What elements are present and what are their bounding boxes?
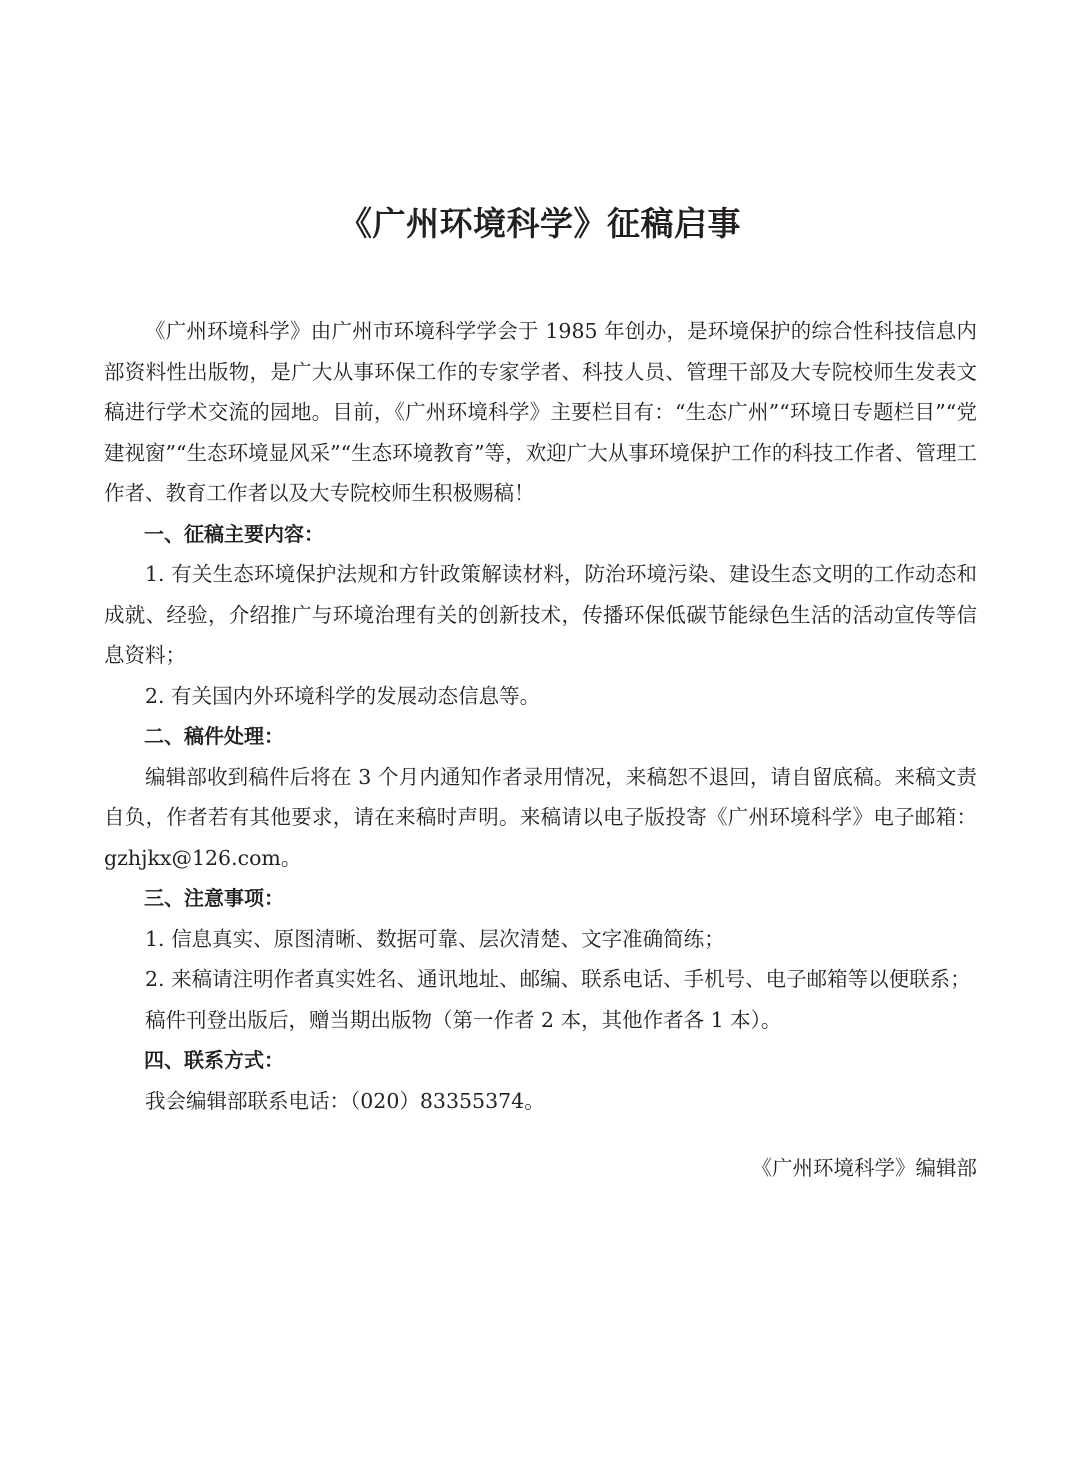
- notes-item-1: 1. 信息真实、原图清晰、数据可靠、层次清楚、文字准确简练；: [145, 926, 725, 951]
- section-heading-processing: 二、稿件处理：: [144, 724, 284, 748]
- document-body: [104, 311, 977, 1121]
- intro-paragraph: 《广州环境科学》由广州市环境科学学会于 1985 年创办，是环境保护的综合性科技信息内部资料性出版物，是广大从事环保工作的专家学者、科技人员、管理干部及大专院校师生发表文稿进行学术交流的园地。目前，《广州环境科学》主要栏目有：“生态广州”“环境日专题栏目”“党建视窗”“生态环境显风采”“生态环境教育”等，欢迎广大从事环境保护工作的科技工作者、管理工作者、教育工作者以及大专院校师生积极赐稿！: [104, 319, 977, 505]
- notes-item-3: 稿件刊登出版后，赠当期出版物（第一作者 2 本，其他作者各 1 本）。: [145, 1007, 782, 1032]
- content-item-2: 2. 有关国内外环境科学的发展动态信息等。: [145, 683, 541, 708]
- notes-item-2: 2. 来稿请注明作者真实姓名、通讯地址、邮编、联系电话、手机号、电子邮箱等以便联系；: [145, 967, 971, 991]
- section-heading-contact: 四、联系方式：: [144, 1048, 284, 1072]
- section-heading-notes: 三、注意事项：: [144, 886, 284, 910]
- signature: 《广州环境科学》编辑部: [751, 1156, 977, 1180]
- section-heading-content: 一、征稿主要内容：: [144, 521, 324, 546]
- processing-paragraph: 编辑部收到稿件后将在 3 个月内通知作者录用情况，来稿恕不退回，请自留底稿。来稿文责自负，作者若有其他要求，请在来稿时声明。来稿请以电子版投寄《广州环境科学》电子邮箱：gzhjkx@126.com。: [104, 764, 977, 870]
- contact-paragraph: 我会编辑部联系电话：（020）83355374。: [145, 1088, 545, 1113]
- content-item-1: 1. 有关生态环境保护法规和方针政策解读材料，防治环境污染、建设生态文明的工作动态和成就、经验，介绍推广与环境治理有关的创新技术，传播环保低碳节能绿色生活的活动宣传等信息资料；: [104, 562, 977, 667]
- page-title: 《广州环境科学》征稿启事: [339, 204, 741, 243]
